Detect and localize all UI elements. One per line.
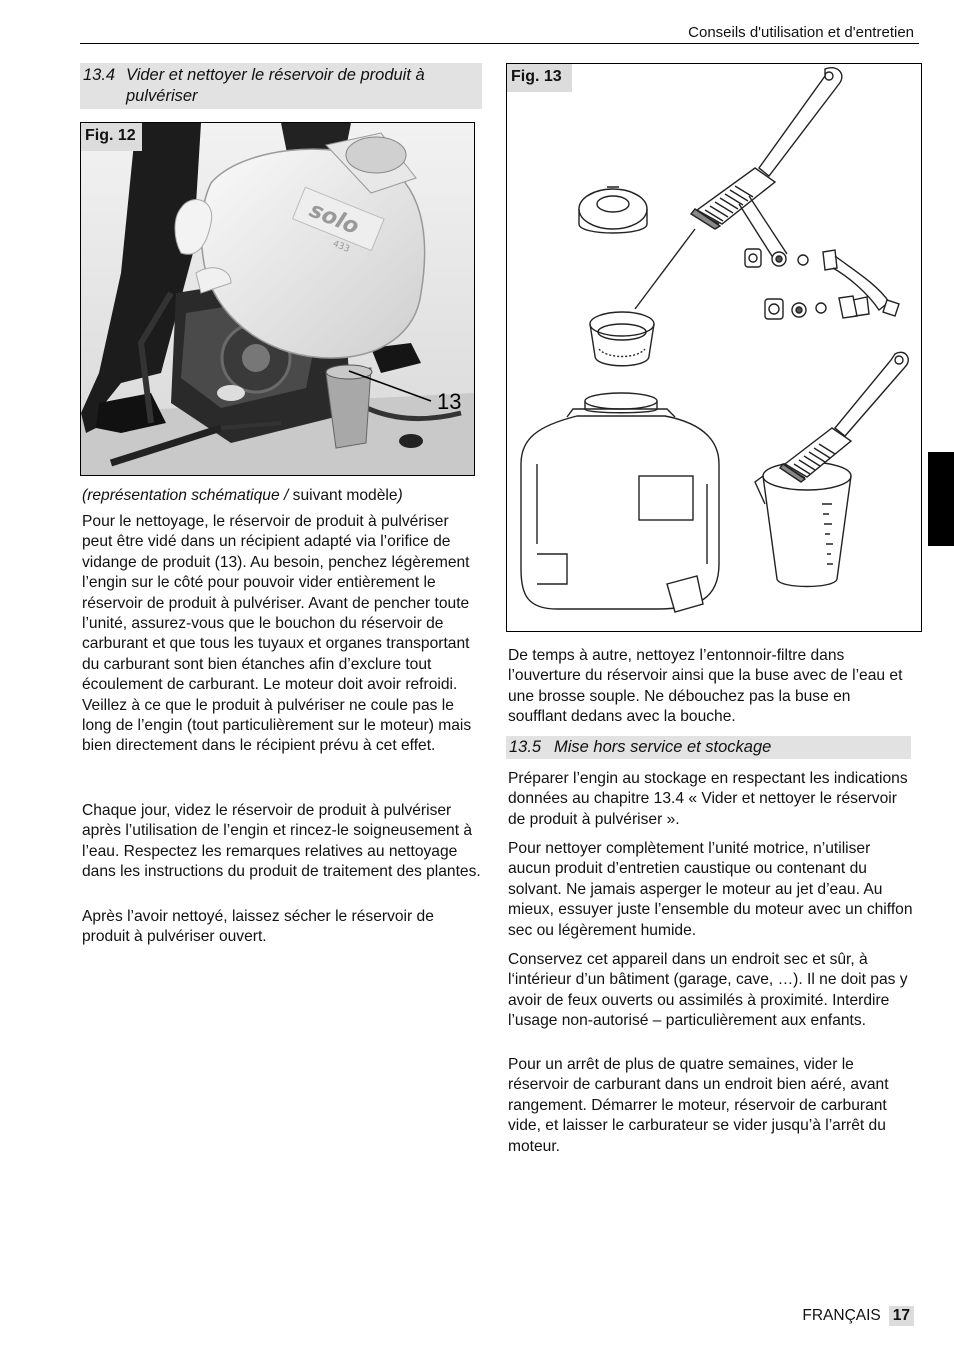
nozzle-parts-icon [745,249,899,319]
footer-language: FRANÇAIS [802,1307,881,1324]
tank-icon [521,393,719,612]
caption-close: ) [397,487,403,504]
callout-label-13: 13 [437,389,462,414]
chapter-side-tab [928,452,954,546]
section-title: Mise hors service et stockage [554,738,772,756]
page-number: 17 [889,1306,914,1326]
figure-12 [80,122,475,476]
section-heading-13-4 [80,63,482,109]
brush-icon [691,68,842,229]
sprayer-photo [81,123,474,475]
left-paragraph-2: Chaque jour, videz le réservoir de produit à pulvériser après l’utilisation de l’engin et rincez-le soigneusement à l’eau. Respectez les remarques relatives au nettoyage dans les instructions du produit de traitement des plantes. [82,802,481,881]
tank-model-text: 433 [331,239,351,255]
caption-normal: suivant modèle [288,487,398,504]
figure-13 [506,63,922,632]
caption-italic: (représentation schématique / [82,487,289,504]
filter-basket-icon [590,312,654,366]
tank-brand-text: solo [305,197,363,240]
left-paragraph-3: Après l’avoir nettoyé, laissez sécher le réservoir de produit à pulvériser ouvert. [82,908,434,946]
right-paragraph-3: Conservez cet appareil dans un endroit sec et sûr, à l‘intérieur d’un bâtiment (garage, cave, …). Il ne doit pas y avoir de feux ouverts ou assimilés à proximité. Interdire l’usage non-autorisé – particulièrement aux enfants. [508,951,908,1030]
right-paragraph-2: Pour nettoyer complètement l’unité motrice, n’utiliser aucun produit d’entretien caustique ou contenant du solvant. Ne jamais asperger le moteur au jet d’eau. Au mieux, essuyer juste l’ensemble du moteur avec un chiffon sec ou légèrement humide. [508,840,913,939]
header-rule [80,43,919,44]
section-heading-13-5 [506,736,911,759]
section-number: 13.5 [509,738,542,756]
page-header-title: Conseils d'utilisation et d'entretien [688,24,914,41]
figure-caption [82,486,482,506]
section-title: Vider et nettoyer le réservoir de produit à pulvériser [126,66,425,105]
brush-icon [780,352,908,482]
right-paragraph-4: Pour un arrêt de plus de quatre semaines, vider le réservoir de carburant dans un endroit bien aéré, avant rangement. Démarrer le moteur, réservoir de carburant vide, et laisser le carburateur se vider jusqu’à l’arrêt du moteur. [508,1056,889,1155]
page-footer [802,1306,914,1326]
cleaning-parts-drawing [507,64,921,631]
left-paragraph-1: Pour le nettoyage, le réservoir de produit à pulvériser peut être vidé dans un récipient adapté via l’orifice de vidange de produit (13). Au besoin, penchez légèrement l’engin sur le côté pour pouvoir vider entièrement le réservoir de produit à pulvériser. Avant de pencher toute l’unité, assurez-vous que le bouchon du réservoir de carburant et que tous les tuyaux et organes transportant du carburant sont bien étanches afin d’exclure tout écoulement de carburant. Le moteur doit avoir refroidi. Veillez à ce que le produit à pulvériser ne coule pas le long de l’engin (tout particulièrement sur le moteur) mais bien directement dans le récipient prévu à cet effet. [82,513,472,755]
section-number: 13.4 [83,66,116,84]
right-paragraph-1: Préparer l’engin au stockage en respectant les indications données au chapitre 13.4 « Vider et nettoyer le réservoir de produit à pulvériser ». [508,770,908,828]
figure-label: Fig. 13 [507,64,572,92]
tank-cap-icon [579,187,647,233]
right-intro-paragraph: De temps à autre, nettoyez l’entonnoir-filtre dans l’ouverture du réservoir ainsi que la buse avec de l’eau et une brosse souple. Ne débouchez pas la buse en soufflant dedans avec la bouche. [508,647,903,726]
figure-label: Fig. 12 [81,123,142,151]
